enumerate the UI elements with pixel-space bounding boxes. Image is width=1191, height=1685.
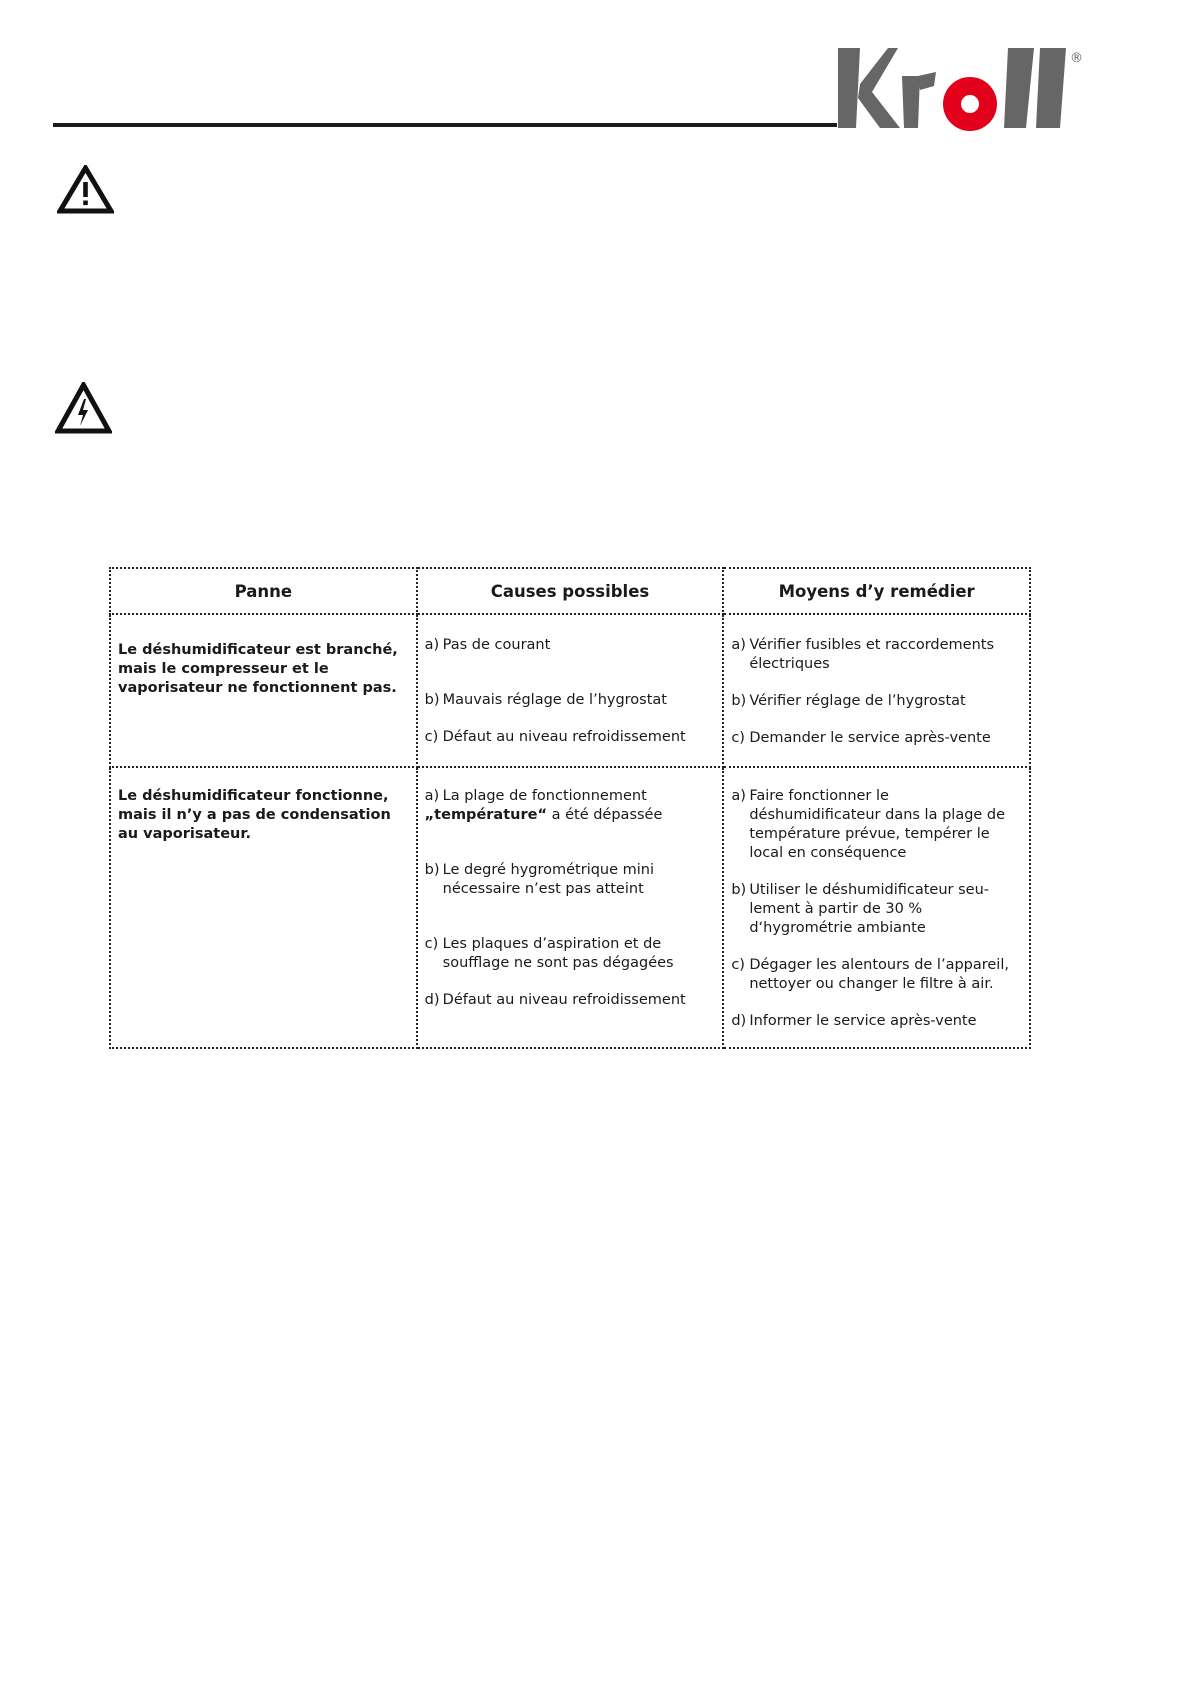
list-item: a) Faire fonctionner le déshumidificateur dans la plage de température prévue, tempérer le local en conséquence [731,788,1006,861]
list-item: c) Dégager les alentours de l’appareil, nettoyer ou changer le filtre à air. [731,957,1009,992]
list-item: c) Défaut au niveau refroidissement [424,729,686,745]
list-item: b) Mauvais réglage de l’hygrostat [424,692,667,708]
list-item: b) Vérifier réglage de l’hygrostat [731,693,966,709]
header-remedes: Moyens d’y remédier [723,568,1030,614]
table-header-row [110,568,1030,614]
remedes-cell [723,767,1030,1048]
panne-cell: Le déshumidificateur est branché, mais le compresseur et le vaporisateur ne fonctionnent pas. [110,614,417,767]
remedes-cell [723,614,1030,767]
list-item: c) Demander le service après-vente [731,730,991,746]
panne-cell: Le déshumidificateur fonctionne, mais il n’y a pas de condensation au vaporisateur. [110,767,417,1048]
list-item: a) Pas de courant [424,637,551,653]
table-row [110,767,1030,1048]
causes-cell [417,614,724,767]
kroll-logo [838,46,1098,132]
header-rule [53,123,837,127]
list-item: c) Les plaques d’aspiration et de soufflage ne sont pas dégagées [424,936,674,971]
header-causes: Causes possibles [417,568,724,614]
list-item: a) Vérifier fusibles et raccordements électriques [731,637,995,672]
list-item: d) Défaut au niveau refroidissement [424,992,686,1008]
causes-cell [417,767,724,1048]
troubleshooting-table [109,567,1031,1049]
table-row [110,614,1030,767]
warning-triangle-exclamation-icon [57,165,114,214]
list-item: a) La plage de fonctionnement „température“ a été dépassée [424,788,663,823]
registered-mark: ® [1070,51,1083,66]
warning-triangle-lightning-icon [55,382,112,434]
list-item: d) Informer le service après-vente [731,1013,977,1029]
header-panne: Panne [110,568,417,614]
list-item: b) Le degré hygrométrique mini nécessaire n’est pas atteint [424,862,655,897]
list-item: b) Utiliser le déshumidificateur seu-lement à partir de 30 % d‘hygrométrie ambiante [731,882,990,936]
